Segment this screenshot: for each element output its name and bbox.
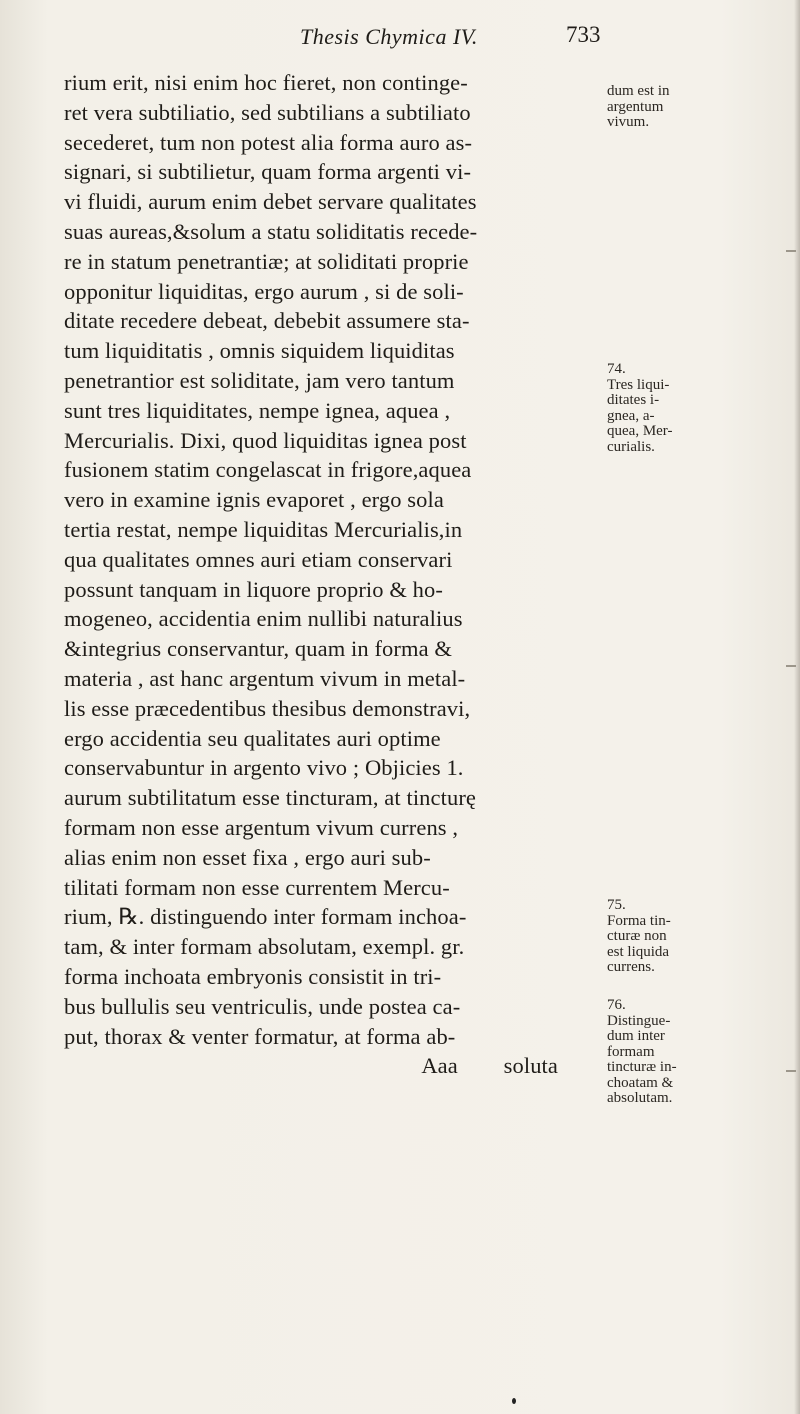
text-line: aurum subtilitatum esse tincturam, at tincturę	[64, 785, 476, 811]
running-title: Thesis Chymica IV.	[300, 24, 478, 49]
margin-note-line: 76.	[607, 997, 626, 1013]
text-line: signari, si subtilietur, quam forma argenti vi-	[64, 159, 472, 185]
margin-note-line: Forma tin-	[607, 912, 671, 929]
margin-note-line: Distingue-	[607, 1012, 671, 1029]
margin-note-line: formam	[607, 1043, 655, 1060]
text-line: bus bullulis seu ventriculis, unde postea ca-	[64, 993, 461, 1019]
text-line: ditate recedere debeat, debebit assumere sta-	[64, 308, 470, 334]
margin-note-line: dum inter	[607, 1028, 665, 1044]
text-line: lis esse præcedentibus thesibus demonstravi,	[64, 695, 471, 721]
text-line: secederet, tum non potest alia forma auro as-	[64, 129, 473, 155]
text-line: fusionem statim congelascat in frigore,aquea	[64, 457, 472, 483]
text-line: tum liquiditatis , omnis siquidem liquiditas	[64, 338, 455, 364]
margin-note-74	[607, 362, 797, 455]
margin-note-line: quea, Mer-	[607, 423, 673, 439]
text-line: conservabuntur in argento vivo ; Objicies 1.	[64, 755, 464, 781]
text-line: ergo accidentia seu qualitates auri optime	[64, 725, 441, 751]
text-line: qua qualitates omnes auri etiam conservari	[64, 546, 453, 572]
margin-note-line: absolutam.	[607, 1090, 673, 1106]
text-line: put, thorax & venter formatur, at forma ab-	[64, 1023, 456, 1049]
margin-note-line: 74.	[607, 361, 626, 377]
text-line: mogeneo, accidentia enim nullibi naturalius	[64, 606, 463, 632]
text-line: penetrantior est soliditate, jam vero tantum	[64, 367, 455, 393]
margin-note-line: dum est in	[607, 83, 670, 99]
margin-note-line: est liquida	[607, 943, 670, 960]
margin-note-line: ditates i-	[607, 392, 660, 408]
text-line: forma inchoata embryonis consistit in tri-	[64, 963, 442, 989]
text-line: tilitati formam non esse currentem Mercu-	[64, 874, 450, 900]
margin-note-line: currens.	[607, 959, 655, 975]
text-line: ret vera subtiliatio, sed subtilians a subtiliato	[64, 99, 471, 125]
margin-note-line: gnea, a-	[607, 407, 655, 424]
main-text-column	[64, 68, 594, 1081]
edge-mark	[786, 250, 796, 252]
margin-note-line: tincturæ in-	[607, 1059, 677, 1075]
text-line: formam non esse argentum vivum currens ,	[64, 814, 459, 840]
text-line: alias enim non esset fixa , ergo auri sub-	[64, 844, 431, 870]
page-header	[0, 18, 800, 58]
margin-note-line: cturæ non	[607, 928, 667, 944]
text-line: rium erit, nisi enim hoc fieret, non continge-	[64, 70, 468, 95]
edge-mark	[786, 665, 796, 667]
text-line: rium, ℞. distinguendo inter formam inchoa-	[64, 904, 467, 930]
margin-note-line: vivum.	[607, 114, 650, 130]
text-line: &integrius conservantur, quam in forma &	[64, 636, 453, 662]
margin-note-argentum-vivum	[607, 84, 797, 131]
margin-note-line: Tres liqui-	[607, 376, 670, 393]
text-line: re in statum penetrantiæ; at soliditati proprie	[64, 248, 469, 274]
margin-note-75	[607, 898, 797, 976]
ink-speck	[512, 1398, 516, 1404]
text-line: suas aureas,&solum a statu soliditatis recede-	[64, 218, 478, 244]
text-line: opponitur liquiditas, ergo aurum , si de soli-	[64, 278, 464, 304]
text-line: tam, & inter formam absolutam, exempl. gr.	[64, 934, 465, 960]
margin-note-line: choatam &	[607, 1074, 674, 1091]
text-line: materia , ast hanc argentum vivum in metal-	[64, 665, 466, 691]
text-line: tertia restat, nempe liquiditas Mercurialis,in	[64, 516, 463, 542]
catchword-line: Aaa soluta	[421, 1053, 558, 1079]
text-line: sunt tres liquiditates, nempe ignea, aquea ,	[64, 397, 451, 423]
page-number: 733	[566, 22, 601, 47]
margin-note-line: argentum	[607, 98, 664, 115]
margin-note-76	[607, 998, 797, 1107]
page-edge-shadow	[794, 0, 800, 1414]
text-line: possunt tanquam in liquore proprio & ho-	[64, 576, 443, 602]
text-line: vero in examine ignis evaporet , ergo sola	[64, 487, 444, 513]
text-line: vi fluidi, aurum enim debet servare qualitates	[64, 189, 477, 215]
text-line: Mercurialis. Dixi, quod liquiditas ignea post	[64, 427, 467, 453]
margin-note-line: curialis.	[607, 438, 655, 455]
margin-note-line: 75.	[607, 897, 626, 913]
